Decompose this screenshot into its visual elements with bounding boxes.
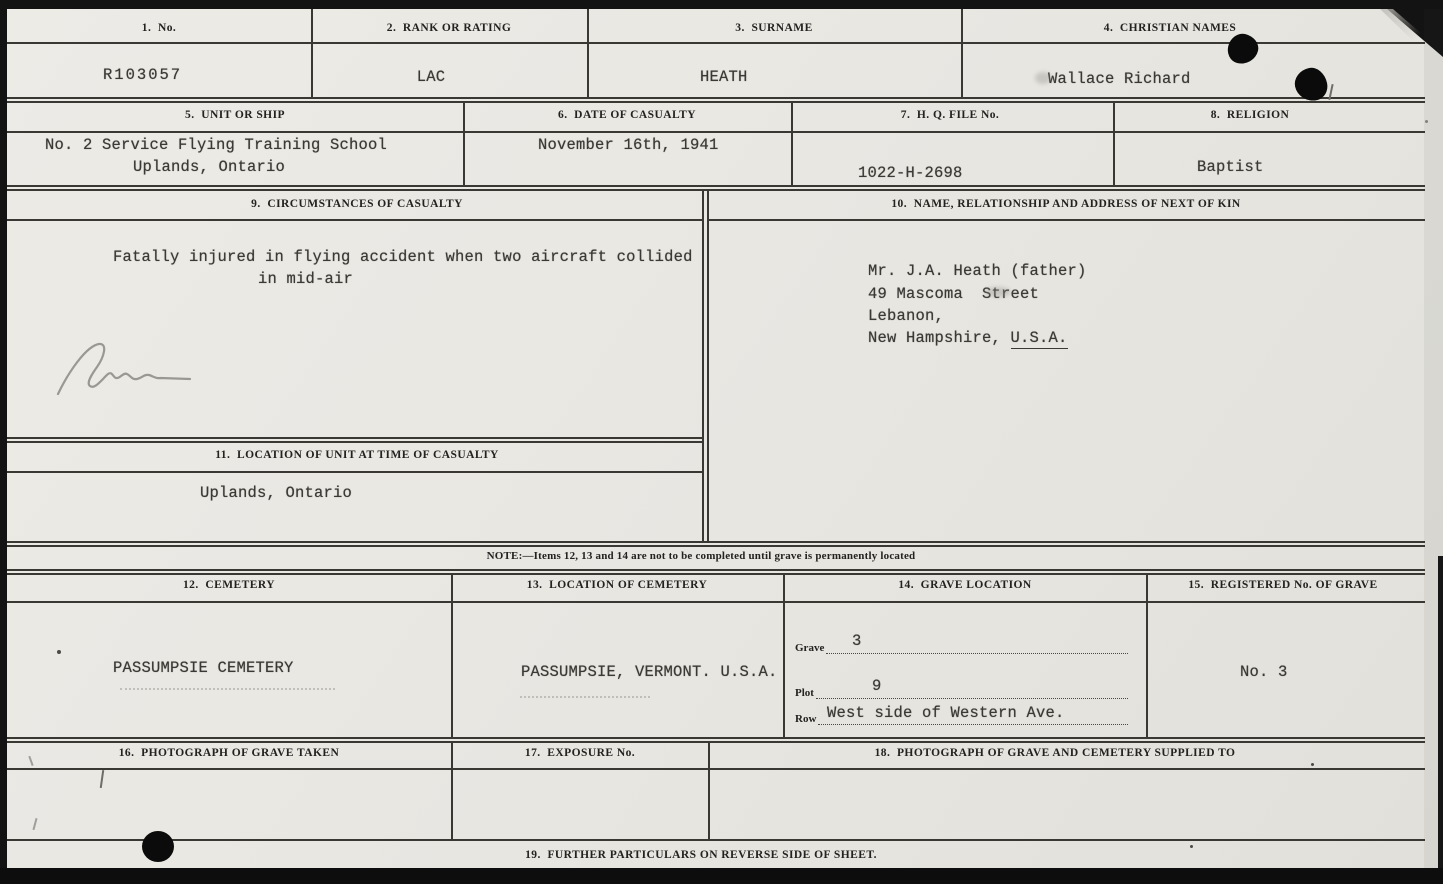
hole-punch [142, 831, 174, 862]
rule [7, 219, 702, 221]
rule [311, 9, 313, 97]
rule [7, 601, 1425, 603]
right-edge-shadow [1438, 556, 1443, 868]
dotted-leader [826, 640, 1128, 654]
plot-number-row [795, 685, 1128, 699]
field-label-date: 6. DATE OF CASUALTY [558, 109, 696, 121]
rule [7, 42, 1425, 44]
rule [702, 189, 704, 541]
rule [463, 101, 465, 185]
rule [7, 185, 1425, 187]
rule [451, 573, 453, 737]
rule [7, 101, 1425, 103]
field-label-unit-location: 11. LOCATION OF UNIT AT TIME OF CASUALTY [215, 449, 499, 461]
field-label-hq-file: 7. H. Q. FILE No. [900, 109, 1000, 121]
field-label-registered-grave: 15. REGISTERED No. OF GRAVE [1188, 579, 1378, 591]
value-rank: LAC [416, 68, 446, 86]
field-label-rank: 2. RANK OR RATING [386, 22, 512, 34]
field-label-cemetery: 12. CEMETERY [182, 579, 276, 591]
field-label-photo-taken: 16. PHOTOGRAPH OF GRAVE TAKEN [118, 747, 340, 759]
dotted-leader [816, 685, 1128, 699]
pencil-signature [52, 336, 202, 398]
value-hq-file: 1022-H-2698 [858, 164, 963, 182]
rule [7, 573, 1425, 575]
value-row-location: West side of Western Ave. [827, 704, 1065, 722]
rule [7, 131, 1425, 133]
value-unit-line1: No. 2 Service Flying Training School [45, 136, 388, 154]
erased-pencil-marks [120, 688, 335, 690]
value-nok-line1: Mr. J.A. Heath (father) [868, 262, 1087, 280]
value-nok-line3: Lebanon, [868, 307, 945, 325]
value-christian-names: Wallace Richard [1048, 70, 1191, 88]
rule [783, 573, 785, 737]
field-label-grave-location: 14. GRAVE LOCATION [898, 579, 1032, 591]
value-surname: HEATH [700, 68, 748, 86]
value-service-number: R103057 [103, 66, 183, 84]
rule [7, 741, 1425, 743]
value-plot-number: 9 [872, 677, 882, 695]
value-unit-line2: Uplands, Ontario [133, 158, 286, 176]
value-cemetery-location: PASSUMPSIE, VERMONT. U.S.A. [521, 663, 778, 681]
field-label-further-particulars: 19. FURTHER PARTICULARS ON REVERSE SIDE OF SHEET. [525, 849, 877, 861]
rule [7, 97, 1425, 99]
plot-label: Plot [795, 687, 814, 699]
rule [587, 9, 589, 97]
rule [7, 737, 1425, 739]
nok-line4-underlined: U.S.A. [1010, 329, 1068, 347]
rule [7, 839, 1425, 841]
rule [7, 441, 702, 443]
field-label-no: 1. No. [141, 22, 177, 34]
note-line: NOTE:—Items 12, 13 and 14 are not to be completed until grave is permanently located [486, 550, 916, 562]
value-grave-number: 3 [852, 632, 862, 650]
field-label-surname: 3. SURNAME [735, 22, 813, 34]
value-registered-grave: No. 3 [1240, 663, 1288, 681]
smudge [1035, 72, 1051, 84]
value-religion: Baptist [1197, 158, 1264, 176]
rule [7, 569, 1425, 571]
field-label-cemetery-location: 13. LOCATION OF CEMETERY [526, 579, 708, 591]
rule [7, 768, 1425, 770]
speck [1425, 120, 1428, 123]
value-circumstances-line2: in mid-air [258, 270, 354, 288]
speck [1311, 763, 1314, 766]
value-cemetery: PASSUMPSIE CEMETERY [113, 659, 294, 677]
field-label-photo-supplied: 18. PHOTOGRAPH OF GRAVE AND CEMETERY SUPPLIED TO [874, 747, 1236, 759]
rule [7, 471, 702, 473]
field-label-next-of-kin: 10. NAME, RELATIONSHIP AND ADDRESS OF NEXT OF KIN [891, 198, 1241, 210]
scan-bottom-edge [0, 868, 1443, 884]
rule [791, 101, 793, 185]
value-nok-line4 [868, 329, 1068, 347]
field-label-christian-names: 4. CHRISTIAN NAMES [1103, 22, 1237, 34]
value-date-of-casualty: November 16th, 1941 [538, 136, 719, 154]
grave-label: Grave [795, 642, 825, 654]
smudge [985, 287, 1011, 297]
value-circumstances-line1: Fatally injured in flying accident when two aircraft collided [113, 248, 693, 266]
field-label-unit: 5. UNIT OR SHIP [185, 109, 285, 121]
row-label: Row [795, 713, 817, 725]
erased-pencil-marks [520, 696, 650, 698]
rule [7, 541, 1425, 543]
value-nok-line2: 49 Mascoma Street [868, 285, 1040, 303]
value-unit-location: Uplands, Ontario [200, 484, 353, 502]
field-label-exposure: 17. EXPOSURE No. [524, 747, 636, 759]
grave-number-row [795, 640, 1128, 654]
rule [451, 741, 453, 839]
nok-line4-prefix: New Hampshire, [868, 329, 1011, 347]
rule [708, 741, 710, 839]
rule [7, 545, 1425, 547]
field-label-religion: 8. RELIGION [1210, 109, 1290, 121]
rule [7, 189, 1425, 191]
rule [707, 189, 709, 541]
rule [707, 219, 1425, 221]
rule [7, 437, 702, 439]
speck [1190, 845, 1193, 848]
speck [57, 650, 61, 654]
rule [961, 9, 963, 97]
field-label-circumstances: 9. CIRCUMSTANCES OF CASUALTY [251, 198, 463, 210]
rule [1146, 573, 1148, 737]
rule [1113, 101, 1115, 185]
